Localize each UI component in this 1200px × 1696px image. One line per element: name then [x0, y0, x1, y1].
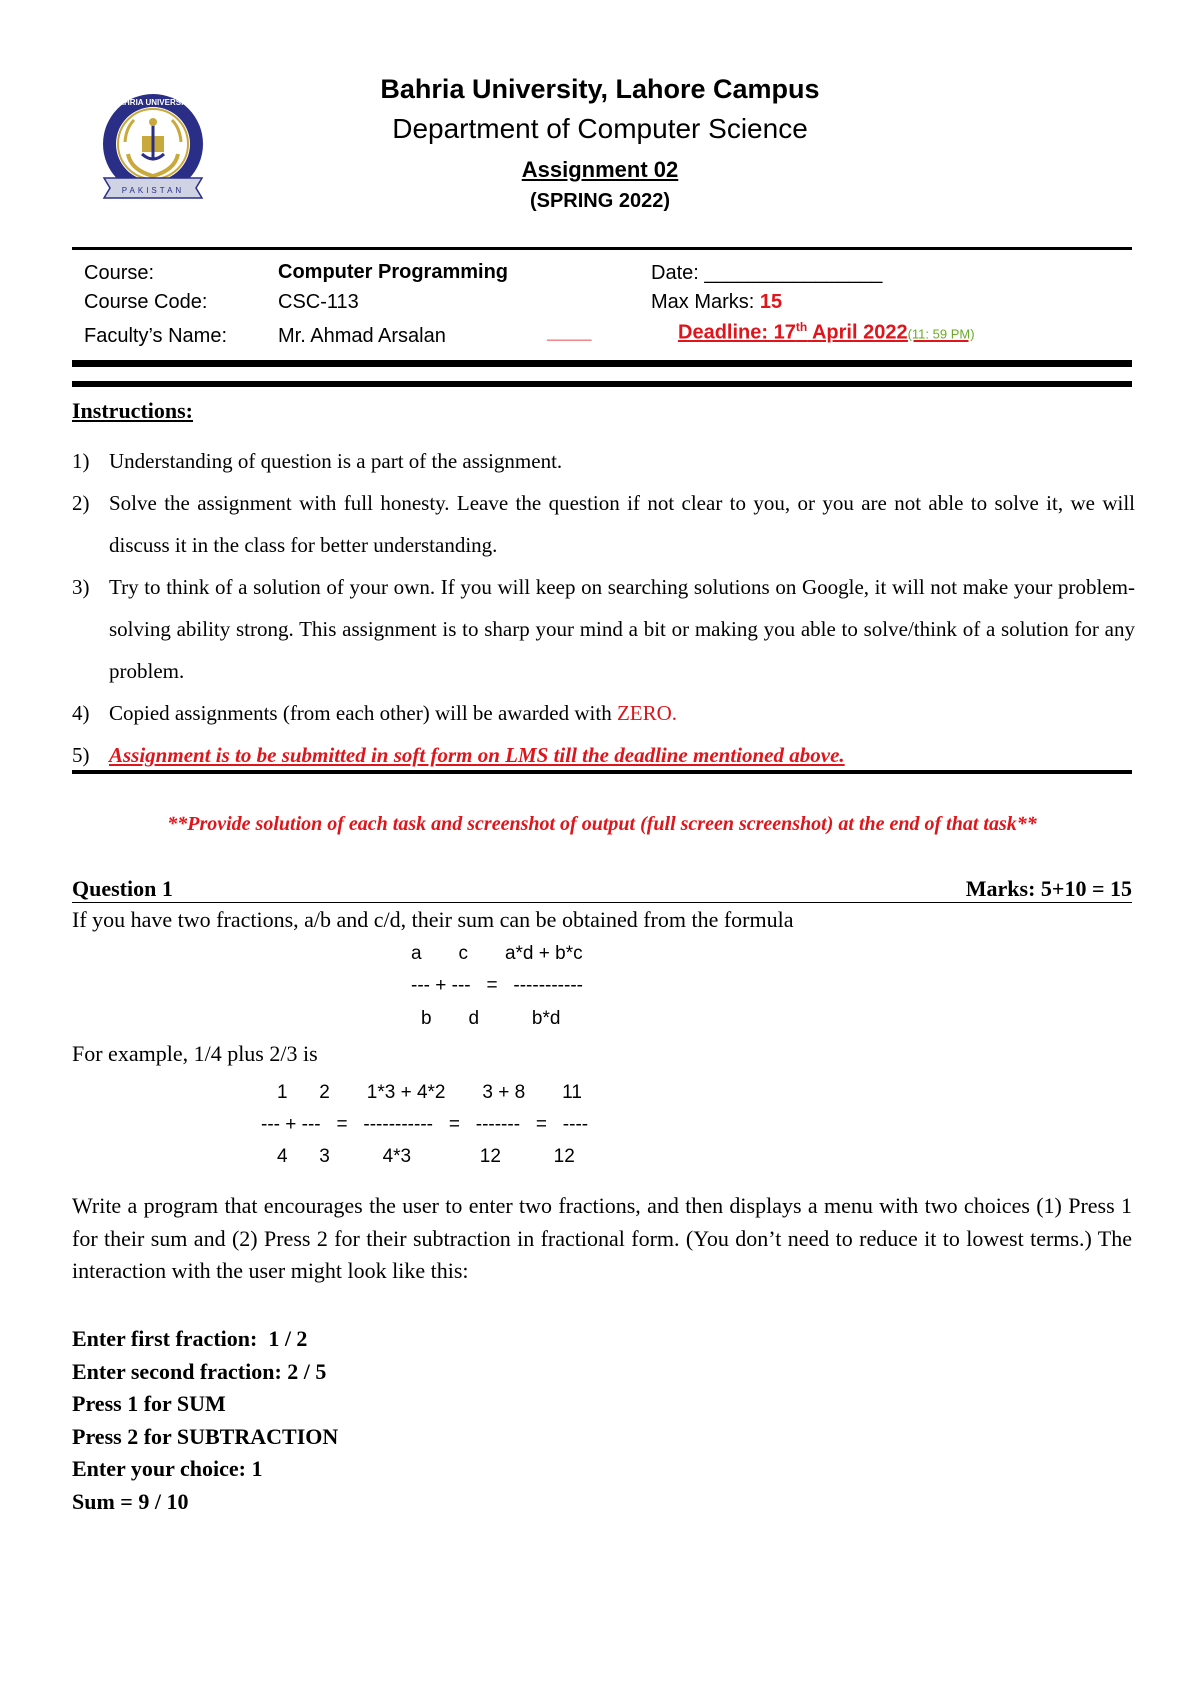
question-description: Write a program that encourages the user to enter two fractions, and then displays a menu with two choices (1) Press 1 for their sum and (2) Press 2 for their subtraction in fractional form. (You don’t need to reduce it to lowest terms.) The interaction with the user might look like this:: [72, 1193, 1132, 1283]
info-rule-2: [72, 381, 1132, 387]
department-name: Department of Computer Science: [392, 113, 808, 144]
sample-line: Press 2 for SUBTRACTION: [72, 1423, 339, 1449]
question-intro: If you have two fractions, a/b and c/d, their sum can be obtained from the formula: [72, 907, 794, 932]
submission-note: **Provide solution of each task and screenshot of output (full screen screenshot) at the end of that task**: [167, 813, 1037, 835]
example-line-1: 1 2 1*3 + 4*2 3 + 8 11: [277, 1082, 582, 1103]
example-intro: For example, 1/4 plus 2/3 is: [72, 1041, 318, 1066]
semester: (SPRING 2022): [529, 190, 671, 212]
instruction-item: 4) Copied assignments (from each other) will be awarded with ZERO.: [72, 701, 678, 725]
sample-line: Sum = 9 / 10: [72, 1488, 189, 1514]
max-marks: [651, 291, 782, 314]
assignment-title: Assignment 02: [521, 157, 679, 182]
question-title: Question 1: [72, 876, 173, 901]
info-rule-1: [72, 360, 1132, 367]
instruction-item: 3) Try to think of a solution of your own. If you will keep on searching solutions on Google, it will not make your problem-solving ability strong. This assignment is to sharp your mind a bit or making you able to solve/think of a solution for any problem.: [72, 575, 1135, 683]
faculty-blank: ____: [547, 321, 592, 343]
formula-line-3: b d b*d: [421, 1008, 561, 1029]
example-line-3: 4 3 4*3 12 12: [277, 1146, 575, 1167]
deadline-time: (11: 59 PM): [907, 326, 975, 342]
course-code-label: Course Code:: [84, 291, 208, 313]
instruction-item: 2) Solve the assignment with full honesty. Leave the question if not clear to you, or you are not able to solve it, we will discuss it in the class for better understanding.: [72, 491, 1135, 557]
sample-interaction: [72, 1323, 338, 1518]
instruction-item: 1) Understanding of question is a part of the assignment.: [72, 449, 563, 473]
example-line-2: --- + --- = ----------- = ------- = ----: [261, 1114, 589, 1135]
deadline: [678, 320, 975, 345]
zero-highlight: ZERO.: [616, 701, 678, 725]
date-field: Date: ________________: [651, 262, 883, 284]
university-seal-icon: [98, 92, 208, 206]
faculty-value: Mr. Ahmad Arsalan: [278, 325, 446, 347]
course-label: Course:: [84, 262, 155, 284]
max-marks-value: 15: [759, 291, 783, 313]
faculty-label: Faculty’s Name:: [84, 325, 228, 347]
deadline-date: Deadline: 17: [678, 321, 796, 344]
svg-text:PAKISTAN: PAKISTAN: [121, 186, 185, 195]
question-marks: Marks: 5+10 = 15: [965, 876, 1132, 901]
instructions-list: [72, 440, 1135, 776]
deadline-sup: th: [795, 320, 808, 334]
instruction-item: 5) Assignment is to be submitted in soft form on LMS till the deadline mentioned above.: [72, 743, 845, 767]
question-header: [72, 875, 1132, 903]
university-name: Bahria University, Lahore Campus: [380, 74, 820, 104]
sample-line: Enter second fraction: 2 / 5: [72, 1358, 327, 1384]
header-rule: [72, 247, 1132, 250]
sample-line: Enter first fraction: 1 / 2: [72, 1326, 308, 1351]
instructions-rule: [72, 770, 1132, 774]
formula-line-2: --- + --- = -----------: [411, 975, 583, 996]
course-value: Computer Programming: [278, 261, 509, 283]
sample-line: Enter your choice: 1: [72, 1456, 263, 1481]
course-code-value: CSC-113: [278, 291, 359, 313]
deadline-month: April 2022: [807, 321, 908, 344]
instructions-title: Instructions:: [72, 398, 194, 423]
university-logo: [98, 92, 208, 206]
formula-line-1: a c a*d + b*c: [411, 943, 583, 964]
svg-text:BAHRIA UNIVERSITY: BAHRIA UNIVERSITY: [112, 98, 194, 107]
max-marks-label: Max Marks:: [651, 291, 755, 313]
sample-line: Press 1 for SUM: [72, 1391, 226, 1416]
